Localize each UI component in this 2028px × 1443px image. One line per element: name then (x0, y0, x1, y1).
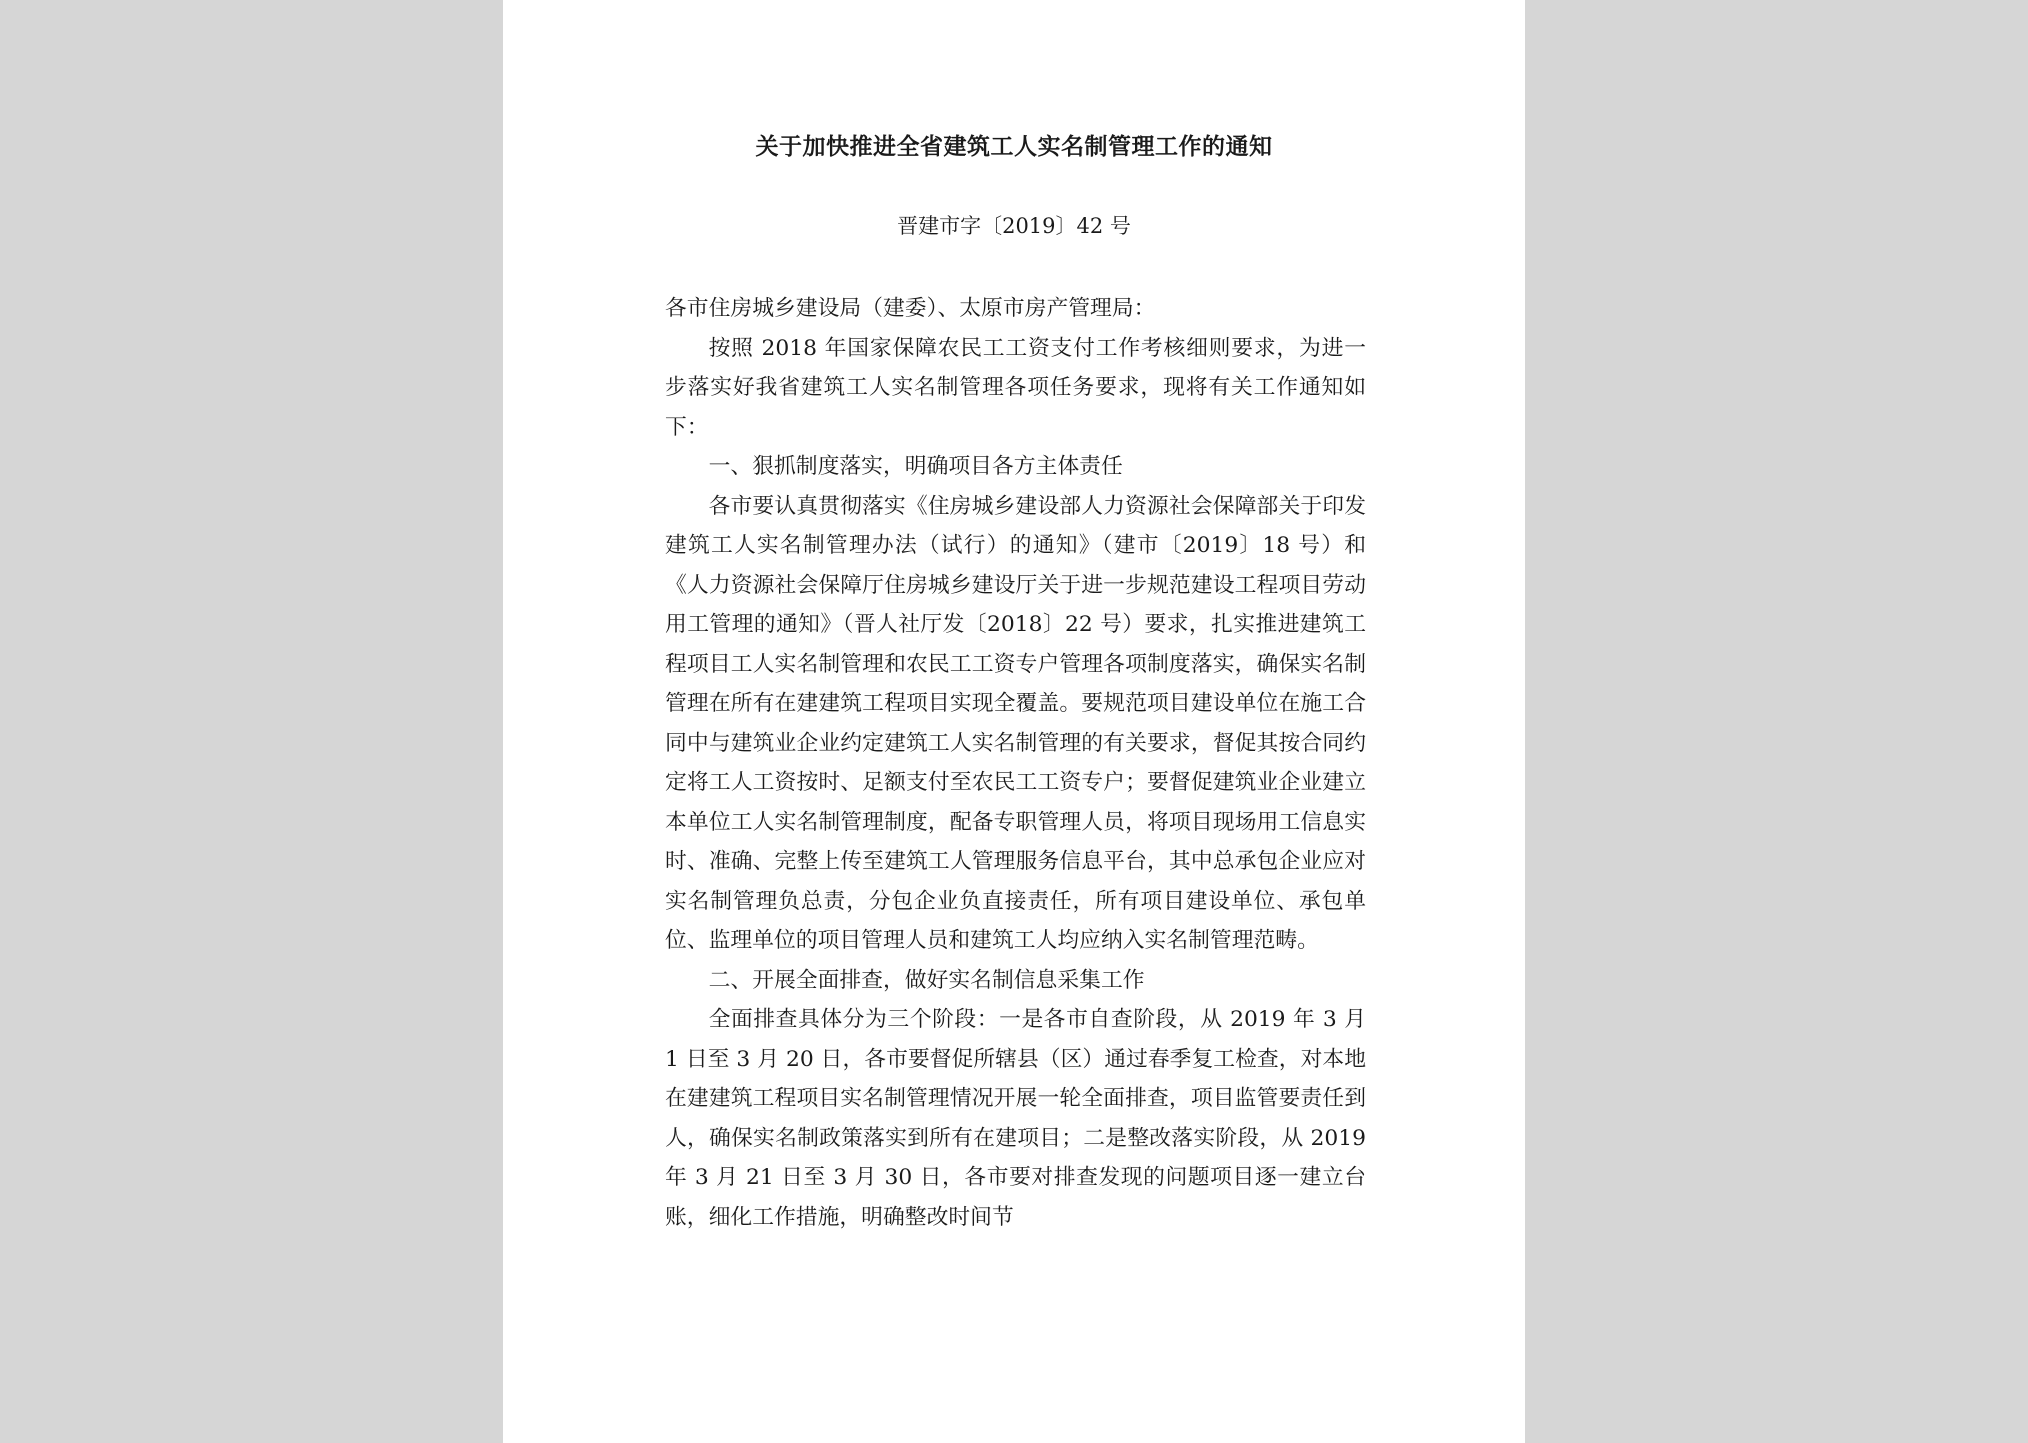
paragraph-section-1: 各市要认真贯彻落实《住房城乡建设部人力资源社会保障部关于印发建筑工人实名制管理办法（试行）的通知》（建市〔2019〕18 号）和《人力资源社会保障厅住房城乡建设厅关于进一步规范建设工程项目劳动用工管理的通知》（晋人社厅发〔2018〕22 号）要求，扎实推进建筑工程项目工人实名制管理和农民工工资专户管理各项制度落实，确保实名制管理在所有在建建筑工程项目实现全覆盖。要规范项目建设单位在施工合同中与建筑业企业约定建筑工人实名制管理的有关要求，督促其按合同约定将工人工资按时、足额支付至农民工工资专户；要督促建筑业企业建立本单位工人实名制管理制度，配备专职管理人员，将项目现场用工信息实时、准确、完整上传至建筑工人管理服务信息平台，其中总承包企业应对实名制管理负总责，分包企业负直接责任，所有项目建设单位、承包单位、监理单位的项目管理人员和建筑工人均应纳入实名制管理范畴。 (665, 493, 1366, 953)
section-heading-2: 二、开展全面排查，做好实名制信息采集工作 (708, 967, 1145, 993)
section-heading-1: 一、狠抓制度落实，明确项目各方主体责任 (708, 454, 1123, 479)
document-number: 晋建市字〔2019〕42 号 (897, 214, 1131, 238)
document-body (665, 289, 1366, 1237)
paragraph-section-2: 全面排查具体分为三个阶段：一是各市自查阶段，从 2019 年 3 月 1 日至 3 月 20 日，各市要督促所辖县（区）通过春季复工检查，对本地在建建筑工程项目实名制管理情况开展一轮全面排查，项目监管要责任到人，确保实名制政策落实到所有在建项目；二是整改落实阶段，从 2019 年 3 月 21 日至 3 月 30 日，各市要对排查发现的问题项目逐一建立台账，细化工作措施，明确整改时间节 (665, 1007, 1366, 1230)
document-page (503, 0, 1525, 1443)
document-title: 关于加快推进全省建筑工人实名制管理工作的通知 (755, 133, 1273, 160)
addressee: 各市住房城乡建设局（建委）、太原市房产管理局： (665, 296, 1156, 321)
paragraph-intro: 按照 2018 年国家保障农民工工资支付工作考核细则要求，为进一步落实好我省建筑工人实名制管理各项任务要求，现将有关工作通知如下： (665, 335, 1366, 440)
